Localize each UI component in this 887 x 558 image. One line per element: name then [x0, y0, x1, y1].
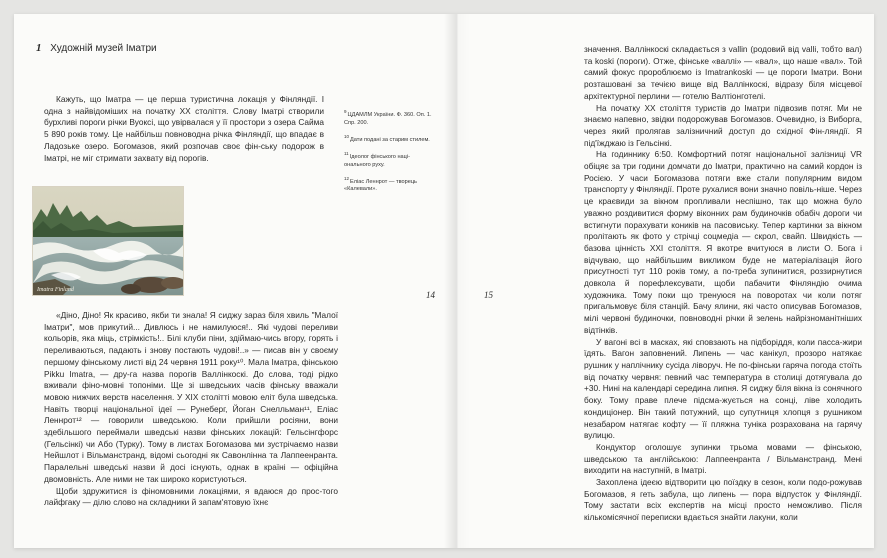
footnote: $^{11}$Ідеолог фінського наці-онального руху.	[344, 150, 410, 168]
paragraph: Захоплена ідеєю відтворити цю поїздку в сезон, коли подо-рожував Богомазов, я геть забула, що липень — пора відпусток у Фінляндії. Тому застати всіх експертів на місці просто неможливо. Після кількомісячної переписки вдається знайти лакуни, коли	[584, 477, 862, 523]
paragraph: У вагоні всі в масках, які сповзають на підборіддя, коли пасса-жири їдять. Вагон заповнений. Липень — час канікул, прозоро натякає рушник у наплічнику сусіда ліворуч. Не по-фінськи гаряча погода стоїть від початку червня: певний час температура в столиці дотягувала до +30. Нині на календарі середина липня. Я сиджу біля вікна із сонячного боку. Тому праве плече підсма-жується на сонці, ліве холодить кондиціонер. Він такий потужний, що супутниця хлопця з рушником незабаром натягає кофту — її пляжна туніка розрахована на гарячу вулицю.	[584, 336, 862, 441]
paragraph: «Діно, Діно! Як красиво, якби ти знала! Я сиджу зараз біля хвиль "Малої Іматри", мов прикутий... Дивлюсь і не намилуюся!.. Які чудові переливи кольорів, яка міць, стрімкість!.. Білі клуби піни, здіймаю-чись вгору, горять і переливаються, падають і знову постають чудові!..» — писав він у своєму першому фінському листі від 24 червня 1911 року¹⁰. Мала Іматра, фінською Pikku Imatra, — дру-га назва порогів Валлінкоскі. До слова, тоді рідко вживали фіно-мовні топоніми. Ще зі шведських часів фінську вважали мовою нижчих верств населення. У ХІХ столітті мовою еліт була шведська. Навіть творці національної ідеї — Рунеберг, Йоган Снелльман¹¹, Еліас Леннрот¹² — говорили шведською. Коли прийшли росіяни, вони здебільшого переймали шведські назви фінських локацій: Гельсінгфорс (Гельсінкі) чи Або (Турку). Тому в листах Богомазова ми зустрічаємо назви Нейшлот і Вільманстранд, відомі сьогодні як Савонлінна та Лаппеенранта. Паралельні шведські назви й досі існують, однак в країні — офіційна двомовність. Але ними не так широко користуються.	[44, 310, 338, 484]
paragraph: На початку ХХ століття туристів до Іматри підвозив потяг. Ми не знаємо напевно, звідки подорожував Богомазов. Очевидно, із Виборга, через який пролягав залізничний доступ до східної Фін-ляндії. Я під'їжджаю із Гельсінкі.	[584, 102, 862, 148]
painting-caption: Imatra Finland	[37, 287, 74, 293]
paragraph: значення. Валлінкоскі складається з vallin (родовий від valli, тобто вал) та koski (пороги). Отже, фінське «валлі» — «вал», що наше «вал». Той самий фокус пророблюємо із Imatrankoski — це пороги Іматри. Вони розташовані за течією вище від Валлінкоскі, відразу біля місцевої архітектурної перлини — готелю Валтіонготелі.	[584, 44, 862, 101]
chapter-title: Художній музей Іматри	[50, 43, 157, 54]
footnote: $^9$ЦДАМЛМ України. Ф. 360. Оп. 1. Спр. 200.	[344, 109, 432, 126]
footnote: $^{12}$Еліас Леннрот — творець «Калевали».	[344, 175, 417, 193]
page-number-right: 15	[484, 290, 493, 300]
imatra-rapids-painting	[32, 186, 184, 296]
left-bottom-text	[44, 310, 338, 509]
left-page	[14, 14, 454, 548]
right-page	[454, 14, 874, 548]
paragraph: Кажуть, що Іматра — це перша туристична локація у Фінляндії. І одна з найвідоміших на початку ХХ століття. Слову Іматрі створили бурхливі пороги річки Вуоксі, що увірвалася у її простори з озера Сайма 5 890 років тому. Це найбільш повноводна річка Фінляндії, що впадає в Ладозьке озеро. Богомазов, який розпочав своє фін-ську подорож в Іматрі, не міг стримати захвату від порогів.	[44, 94, 324, 163]
right-text	[584, 44, 862, 524]
paragraph: Щоби здружитися із фіномовними локаціями, я вдаюся до прос-того лайфгаку — ділю слово на складники й запам'ятовую їхнє	[44, 485, 338, 508]
page-number-left: 14	[426, 290, 435, 300]
paragraph: На годиннику 6:50. Комфортний потяг національної залізниці VR обіцяє за три години домчати до Іматри, практично на самий кордон із Росією. У часи Богомазова потяги вже стали популярним видом транспорту у Фінляндії. Проте рухалися вони значно повіль-ніше. Через це краєвиди за вікном пропливали неспішно, так що можна було уважно роздивитися форму віконних рам будиночків обабіч дороги чи встигнути порахувати коників на пасовиську. Тепер картинки за вікном пролітають як фото у стрічці соцмедіа — скрол, свайп. Швидкість — базова цінність ХХІ століття. Я вкотре вчитуюся в листи О. Бога і відчуваю, що найбільшим викликом буде не матеріалізація його присутності тут 110 років тому, а по-треба зупинитися, роззирнутися довкола й порефлексувати, щоби пабачити Фінляндію очима художника. Тому поки що тренуюся на поворотах чи коли потяг пригальмовує біля станцій. Бачу ялини, які часто описував Богомазов, мілі червоні будиночки, повноводні річки й зелень найрізноманітніших відтінків.	[584, 149, 862, 335]
chapter-number: 1	[36, 42, 42, 54]
footnotes	[344, 108, 434, 199]
footnote: $^{10}$Дати подані за старим стилем.	[344, 133, 430, 143]
paragraph: Кондуктор оголошує зупинки трьома мовами — фінською, шведською та англійською: Лаппеенранта / Вільманстранд. Мені виходити на наступній, в Іматрі.	[584, 441, 862, 476]
book-spread	[14, 14, 874, 548]
painting-illustration	[33, 187, 183, 295]
running-head	[36, 42, 157, 54]
left-top-text	[44, 94, 324, 164]
